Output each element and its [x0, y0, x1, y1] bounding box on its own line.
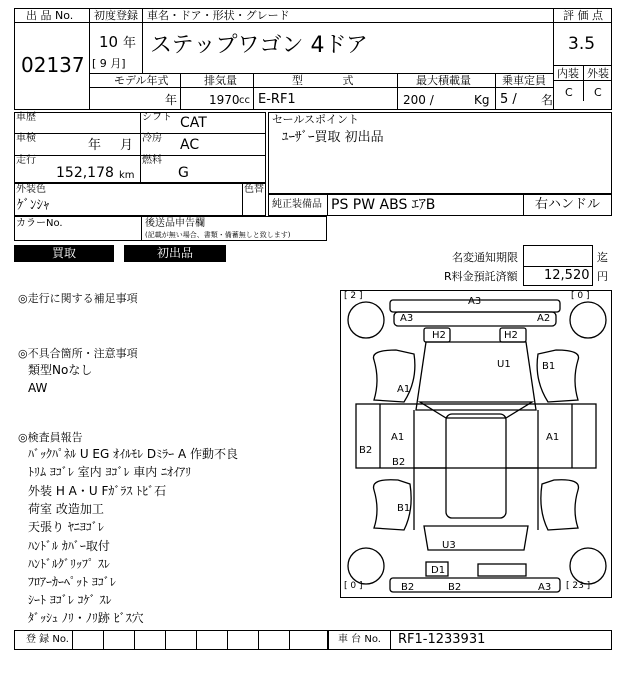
post-docs-label: 後送品申告欄: [145, 218, 205, 229]
inspector-line: ﾊﾝﾄﾞﾙ ｶﾊﾞｰ取付: [28, 539, 110, 553]
rear-window: [424, 526, 528, 550]
shaken-month-unit: 月: [120, 138, 134, 153]
ext-color-box: [14, 183, 266, 216]
capacity-unit: 名: [541, 93, 554, 107]
inspector-line: 外装 H A・U Fｶﾞﾗｽ ﾄﾋﾞ石: [28, 484, 167, 498]
damage-mark: U1: [497, 359, 511, 370]
capacity: 5 /: [500, 92, 517, 107]
running-notes-label: ◎走行に関する補足事項: [18, 292, 138, 305]
capacity-label: 乗車定員: [502, 74, 546, 87]
inspector-report-label: ◎検査員報告: [18, 431, 83, 444]
mileage-unit: km: [119, 170, 135, 181]
purchase-tag: 買取: [14, 245, 114, 262]
name-change-deadline-label: 名変通知期限: [452, 251, 518, 264]
shift-label: シフト: [142, 112, 172, 123]
air-conditioner: AC: [180, 137, 200, 153]
tire-count-rear-left: [ 0 ]: [344, 581, 363, 591]
inspector-line: 荷室 改造加工: [28, 502, 104, 516]
tire-rear-left: [348, 548, 384, 584]
damage-mark: B1: [397, 503, 411, 514]
damage-mark: D1: [431, 565, 446, 576]
rating-score: 3.5: [568, 34, 596, 54]
damage-mark: B2: [359, 445, 373, 456]
model-type: E-RF1: [258, 92, 296, 107]
damage-mark: A1: [391, 432, 405, 443]
fuel: G: [178, 165, 189, 181]
shift: CAT: [180, 115, 207, 131]
damage-mark: B2: [392, 457, 406, 468]
mileage-label: 走行: [16, 155, 36, 166]
fender-right-rear: [541, 480, 579, 530]
displacement-label: 排気量: [204, 74, 237, 87]
damage-mark: A3: [468, 296, 482, 307]
interior-label: 内装: [557, 67, 579, 80]
inspector-line: 天張り ﾔﾆﾖｺﾞﾚ: [28, 520, 104, 534]
type-label: 型 式: [292, 74, 372, 87]
front-panel: [394, 312, 556, 326]
equipment-label: 純正装備品: [272, 199, 322, 210]
first-registration-year: 10: [99, 33, 119, 51]
max-load-label: 最大積載量: [416, 74, 471, 87]
recycle-fee-unit: 円: [597, 270, 608, 283]
damage-mark: B1: [542, 361, 556, 372]
max-load-unit: Kg: [474, 93, 490, 107]
history-label: 車歴: [16, 112, 36, 123]
defect-line: AW: [28, 381, 48, 395]
color-no-label: カラーNo.: [16, 218, 63, 229]
damage-mark: B2: [401, 582, 415, 593]
roof: [446, 414, 506, 518]
inspector-line: ﾊﾝﾄﾞﾙｸﾞﾘｯﾌﾟ ｽﾚ: [28, 557, 110, 571]
tire-front-left: [348, 302, 384, 338]
rating-label: 評 価 点: [563, 9, 603, 22]
mileage: 152,178: [56, 165, 114, 181]
inspector-line: ﾀﾞｯｼｭ ﾉﾘ・ﾉﾘ跡 ﾋﾞｽ穴: [28, 611, 144, 625]
ext-color-label: 外装色: [16, 184, 46, 195]
first-listing-tag: 初出品: [124, 245, 226, 262]
steering-side: 右ハンドル: [535, 197, 601, 212]
lot-number: 02137: [21, 53, 85, 77]
lot-number-label: 出 品 No.: [26, 9, 74, 22]
model-year-label: モデル年式: [114, 74, 169, 87]
damage-mark: A3: [538, 582, 552, 593]
year-unit: 年: [123, 36, 137, 51]
name-change-deadline-field: [523, 245, 593, 267]
recolor-label: 色替: [244, 184, 264, 195]
inspector-line: ﾌﾛｱｰｶｰﾍﾟｯﾄ ﾖｺﾞﾚ: [28, 575, 116, 589]
inspector-line: ﾊﾞｯｸﾊﾟﾈﾙ U EG ｵｲﾙﾓﾚ Dﾐﾗｰ A 作動不良: [28, 447, 239, 461]
damage-mark: A2: [537, 313, 551, 324]
exterior-label: 外装: [587, 67, 609, 80]
hood-outline: [416, 342, 536, 410]
fender-right-front: [537, 350, 578, 402]
inspector-line: ﾄﾘﾑ ﾖｺﾞﾚ 室内 ﾖｺﾞﾚ 車内 ﾆｵｲｱﾘ: [28, 465, 192, 479]
ac-label: 冷房: [142, 133, 162, 144]
damage-mark: A1: [546, 432, 560, 443]
tire-count-rear-right: [ 23 ]: [566, 581, 591, 591]
recycle-fee-label: R料金預託済額: [444, 270, 518, 283]
chassis-no-label: 車 台 No.: [338, 634, 381, 645]
damage-mark: U3: [442, 540, 456, 551]
post-docs-note: (記載が無い場合、書類・備蓄無しと致します): [145, 231, 291, 239]
ext-color: ｹﾞﾝｼｬ: [17, 198, 50, 213]
chassis-no: RF1-1233931: [398, 632, 486, 647]
sales-point-label: セールスポイント: [272, 113, 360, 126]
registration-no-label: 登 録 No.: [26, 634, 69, 645]
equipment: PS PW ABS ｴｱB: [331, 197, 436, 213]
tire-rear-right: [570, 548, 606, 584]
model-year-unit: 年: [165, 93, 178, 107]
displacement: 1970: [209, 93, 240, 107]
inspector-line: ｼｰﾄ ﾖｺﾞﾚ ｺｹﾞ ｽﾚ: [28, 593, 112, 607]
fuel-label: 燃料: [142, 155, 162, 166]
shaken-year-unit: 年: [88, 138, 102, 153]
tire-count-front-right: [ 0 ]: [571, 291, 590, 301]
damage-mark: B2: [448, 582, 462, 593]
car-body-diagram: [340, 290, 612, 598]
tire-front-right: [570, 302, 606, 338]
exterior-grade: C: [594, 86, 602, 99]
max-load: 200 /: [403, 93, 434, 107]
car-name-label: 車名・ドア・形状・グレード: [147, 9, 290, 22]
recycle-fee-amount: 12,520: [544, 268, 590, 283]
damage-mark: H2: [432, 330, 446, 341]
defects-label: ◎不具合箇所・注意事項: [18, 347, 138, 360]
defect-line: 類型Noなし: [28, 363, 93, 377]
first-registration-label: 初度登録: [94, 9, 138, 22]
car-name: ステップワゴン 4ドア: [150, 33, 368, 58]
first-registration-month: [ 9 月]: [92, 57, 126, 70]
tire-count-front-left: [ 2 ]: [344, 291, 363, 301]
rear-plate: [478, 564, 526, 576]
interior-grade: C: [565, 86, 573, 99]
shaken-label: 車検: [16, 133, 36, 144]
name-change-deadline-unit: 迄: [597, 251, 608, 264]
sales-point: ﾕｰｻﾞｰ買取 初出品: [282, 130, 384, 145]
displacement-unit: cc: [239, 95, 250, 106]
damage-mark: A3: [400, 313, 414, 324]
rear-bumper: [390, 578, 560, 592]
damage-mark: A1: [397, 384, 411, 395]
damage-mark: H2: [504, 330, 518, 341]
